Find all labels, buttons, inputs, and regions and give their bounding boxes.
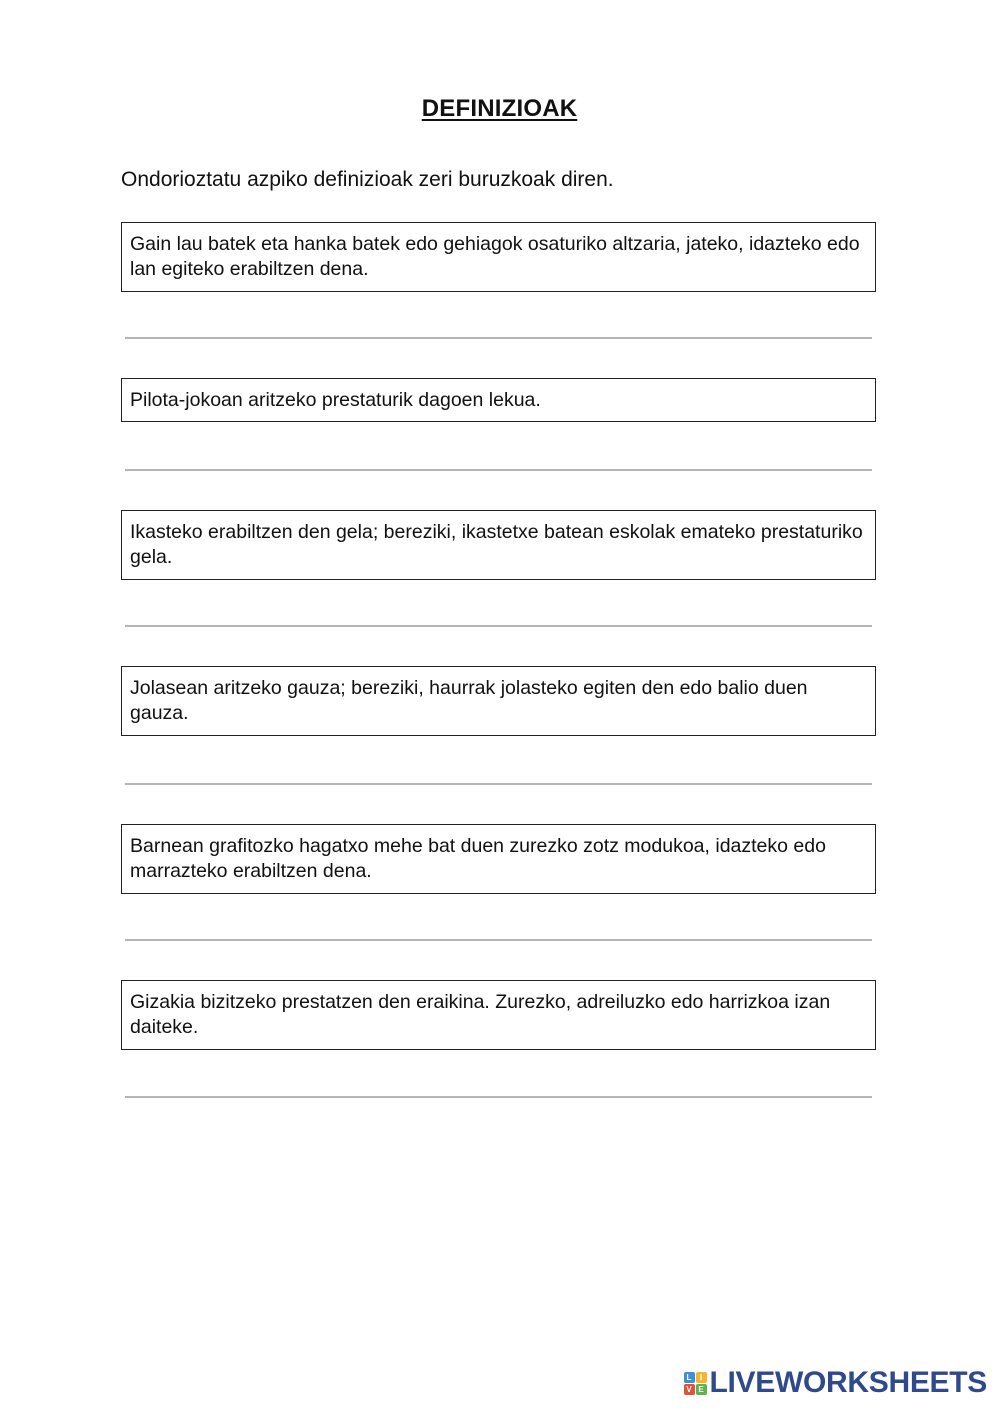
definition-box-5	[121, 824, 876, 894]
answer-input-1[interactable]	[125, 311, 872, 339]
definition-text-1: Gain lau batek eta hanka batek edo gehiagok osaturiko altzaria, jateko, idazteko edo lan egiteko erabiltzen dena.	[130, 233, 860, 280]
liveworksheets-wordmark: LIVEWORKSHEETS	[709, 1366, 987, 1399]
definition-text-4: Jolasean aritzeko gauza; bereziki, haurrak jolasteko egiten den edo balio duen gauza.	[130, 677, 808, 724]
liveworksheets-logo-icon	[684, 1372, 707, 1395]
liveworksheets-branding	[684, 1366, 988, 1400]
logo-letter-l: L	[684, 1372, 695, 1383]
page-title: DEFINIZIOAK	[421, 95, 578, 122]
answer-input-6[interactable]	[125, 1070, 872, 1098]
definition-box-3	[121, 510, 876, 580]
answer-input-3[interactable]	[125, 599, 872, 627]
definition-text-5: Barnean grafitozko hagatxo mehe bat duen zurezko zotz modukoa, idazteko edo marrazteko erabiltzen dena.	[130, 835, 826, 882]
instruction-text: Ondorioztatu azpiko definizioak zeri buruzkoak diren.	[121, 168, 614, 191]
answer-input-4[interactable]	[125, 757, 872, 785]
logo-letter-e: E	[696, 1384, 707, 1395]
definition-box-6	[121, 980, 876, 1050]
definition-text-3: Ikasteko erabiltzen den gela; bereziki, ikastetxe batean eskolak emateko prestaturiko gela.	[130, 521, 863, 568]
definition-text-6: Gizakia bizitzeko prestatzen den eraikina. Zurezko, adreiluzko edo harrizkoa izan daiteke.	[130, 991, 831, 1038]
definition-text-2: Pilota-jokoan aritzeko prestaturik dagoen lekua.	[130, 389, 541, 411]
definition-box-4	[121, 666, 876, 736]
definition-box-2	[121, 378, 876, 422]
logo-letter-i: I	[696, 1372, 707, 1383]
answer-input-5[interactable]	[125, 913, 872, 941]
logo-letter-v: V	[684, 1384, 695, 1395]
definition-box-1	[121, 222, 876, 292]
answer-input-2[interactable]	[125, 443, 872, 471]
